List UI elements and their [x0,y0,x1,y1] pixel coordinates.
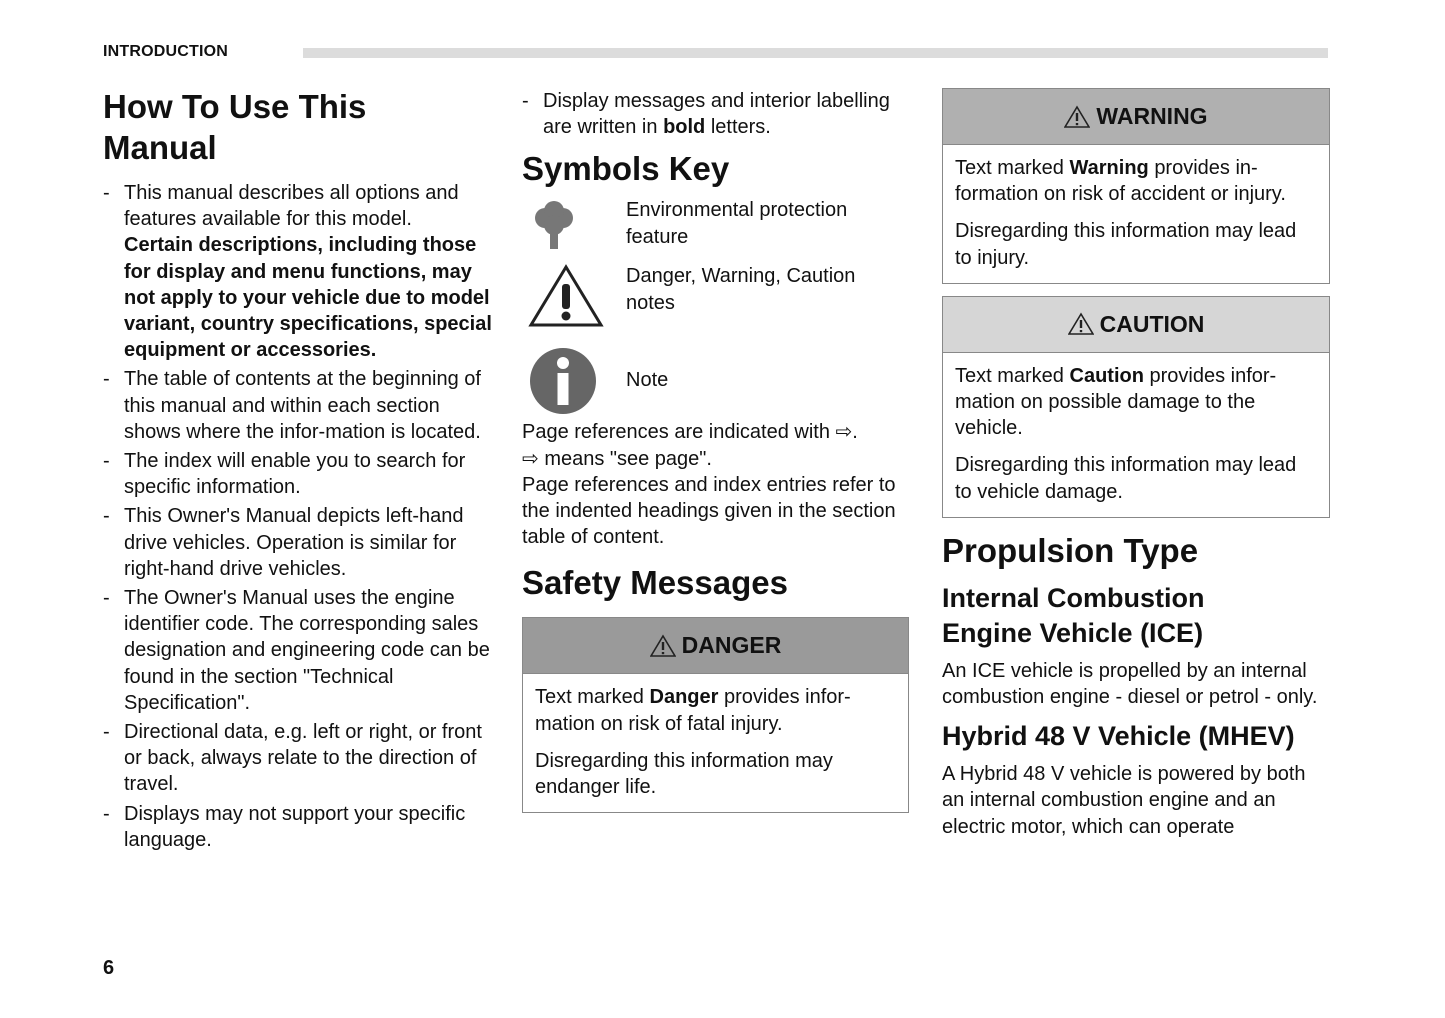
header-rule [303,48,1328,58]
bullet-text: Display messages and interior labelling are written in [543,90,890,139]
info-icon [529,347,597,420]
warning-text-post: provides in-formation on risk of accident or injury. [955,157,1286,206]
danger-text-bold: Danger [649,686,719,709]
warning-text [955,155,1317,207]
danger-text [535,684,896,736]
caution-text-post: provides infor-mation on possible damage to the vehicle. [955,364,1277,440]
warning-text-pre: Text marked [955,157,1064,179]
warning-header [943,89,1329,145]
list-item [103,180,493,363]
danger-text-second: Disregarding this information may endanger life. [535,749,833,799]
list-item: - This Owner's Manual depicts left-hand drive vehicles. Operation is similar for right-hand drive vehicles. [103,503,493,582]
how-to-use-list [103,180,493,853]
display-messages-list [522,88,912,140]
warning-text-second: Disregarding this information may lead to injury. [955,220,1297,269]
list-item: - The table of contents at the beginning of this manual and within each section shows where the infor-mation is located. [103,366,493,445]
warning-triangle-icon [528,263,604,334]
danger-text-pre: Text marked [535,686,644,709]
column-symbols-safety [522,88,912,813]
list-item-text: This manual describes all options and features available for this model. [124,182,459,231]
list-item-bold-text: Certain descriptions, including those for display and menu functions, may not apply to your vehicle due to model variant, country specifications, special equipment or accessories. [124,234,492,362]
symbols-key-title: Symbols Key [522,150,730,188]
page-ref-line: Page references are indicated with ⇨. [522,421,858,444]
caution-text-pre: Text marked [955,364,1064,387]
caution-header [943,297,1329,353]
list-item: - Displays may not support your specific language. [103,801,493,853]
warning-box [942,88,1330,284]
page-ref-text: Page references and index entries refer to the indented headings given in the section table of content. [522,473,896,549]
danger-text-post: provides infor-mation on risk of fatal injury. [535,686,851,735]
page-ref-line: ⇨ means "see page". [522,447,712,470]
danger-header [523,618,908,674]
caution-box [942,296,1330,518]
symbol-label: Note [626,369,669,392]
list-item [522,88,912,140]
list-item: - The index will enable you to search for specific information. [103,448,493,500]
danger-box [522,617,909,813]
danger-body [523,674,908,812]
environment-icon [532,201,576,256]
bullet-bold-word: bold [663,116,706,139]
column-warnings-propulsion [942,88,1330,840]
bullet-text-end: letters. [710,116,771,139]
warning-triangle-icon [1064,105,1090,129]
ice-text: An ICE vehicle is propelled by an internal combustion engine - diesel or petrol - only. [942,659,1318,709]
danger-heading: DANGER [681,632,782,659]
warning-heading: WARNING [1096,103,1208,129]
caution-heading: CAUTION [1099,310,1205,337]
mhev-title: Hybrid 48 V Vehicle (MHEV) [942,721,1295,752]
caution-body [943,353,1329,517]
symbol-label: Environmental protection feature [626,199,848,248]
mhev-text: A Hybrid 48 V vehicle is powered by both an internal combustion engine and an electric motor, which can operate [942,763,1306,838]
caution-text [955,363,1317,442]
symbol-row-warning [522,263,912,349]
propulsion-type-title: Propulsion Type [942,531,1199,569]
safety-messages-title: Safety Messages [522,564,788,602]
caution-text-bold: Caution [1069,364,1144,387]
symbol-label: Danger, Warning, Caution notes [626,265,856,314]
warning-triangle-icon [1068,312,1094,336]
caution-text-second: Disregarding this information may lead to vehicle damage. [955,454,1297,503]
symbol-row-note [522,349,912,419]
list-item: - The Owner's Manual uses the engine identifier code. The corresponding sales designation and engineering code can be found in the section "Technical Specification". [103,585,493,716]
how-to-use-title: How To Use This Manual [103,88,367,166]
warning-text-bold: Warning [1069,157,1149,179]
page-number: 6 [103,957,115,979]
symbol-row-environment [522,197,912,263]
warning-triangle-icon [650,634,676,658]
list-item: - Directional data, e.g. left or right, or front or back, always relate to the direction of travel. [103,719,493,798]
section-header: INTRODUCTION [103,43,229,60]
column-how-to-use [103,86,493,856]
ice-title: Internal Combustion Engine Vehicle (ICE) [942,582,1205,648]
warning-body [943,145,1329,283]
